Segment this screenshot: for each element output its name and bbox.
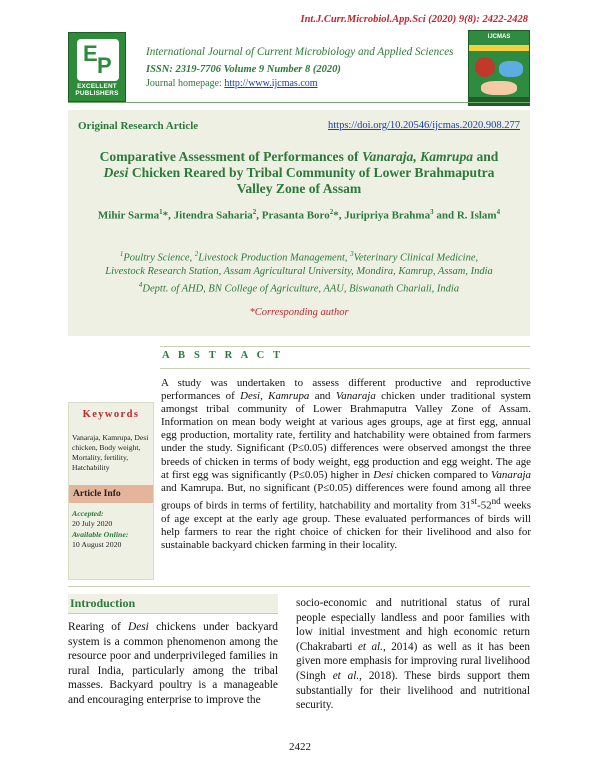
author-name: Jitendra Saharia [173, 209, 253, 222]
abstract-end-divider [68, 586, 530, 587]
keywords-list: Vanaraja, Kamrupa, Desi chicken, Body weight, Mortality, fertility, Hatchability [72, 433, 149, 472]
page-number: 2422 [289, 741, 311, 753]
cover-title: IJCMAS [487, 34, 511, 40]
abstract-divider-top [160, 346, 530, 347]
author-affiliations: $^1$Poultry Science, $^2$Livestock Production Management, $^3$Veterinary Clinical Medicine, Livestock Research Station, Assam Agricultural University, Mondira, Kamrup, Assam, India $^4$Deptt. of AHD, BN College of Agriculture, AAU, Biswanath Chariali, India [105, 250, 493, 294]
abstract-divider-bottom [160, 368, 530, 369]
online-date: 10 August 2020 [72, 540, 122, 550]
article-header [68, 110, 530, 336]
issn-volume: ISSN: 2319-7706 Volume 9 Number 8 (2020) [146, 64, 341, 75]
author-name: Mihir Sarma [97, 209, 160, 222]
journal-cover-thumbnail [468, 30, 530, 106]
accepted-date: 20 July 2020 [72, 519, 113, 529]
article-type: Original Research Article [78, 120, 199, 132]
introduction-heading: Introduction [70, 596, 136, 610]
article-dates [72, 509, 152, 551]
article-title: Comparative Assessment of Performances of Vanaraja, Kamrupa and Desi Chicken Reared by Tribal Community of Lower Brahmaputra Valley Zone of Assam [99, 149, 499, 196]
author-list: Mihir Sarma$^1$*, Jitendra Saharia$^2$, Prasanta Boro$^2$*, Juripriya Brahma$^3$ and R. Islam$^4$ [97, 208, 501, 222]
online-label: Available Online: [72, 529, 129, 539]
accepted-label: Accepted: [72, 509, 104, 518]
keywords-heading: Keywords [82, 409, 140, 420]
journal-citation: Int.J.Curr.Microbiol.App.Sci (2020) 9(8): 2422-2428 [300, 14, 528, 25]
author-name: Prasanta Boro [261, 209, 330, 222]
author-name: R. Islam [456, 209, 497, 222]
article-info-bar [69, 485, 153, 503]
introduction-column-left: Rearing of Desi chickens under backyard system is a common phenomenon among the resource poor and underprivileged families in rural India, particularly among the tribal masses. Backyard poultry is a manageable and encouraging enterprise to improve the [68, 621, 278, 706]
author-name: Juripriya Brahma [344, 209, 431, 222]
journal-homepage: Journal homepage: http://www.ijcmas.com [146, 78, 318, 89]
homepage-link[interactable]: http://www.ijcmas.com [224, 78, 318, 89]
article-sidebar [68, 402, 154, 580]
abstract-text: A study was undertaken to assess different productive and reproductive performances of Desi, Kamrupa and Vanaraja chicken under traditional system amongst tribal community of Lower Brahmaputra Valley Zone of Assam. Information on mean body weight at various ages groups, age at first egg, annual egg production, mortality rate, fertility and hatchability were obtained from farmers under the study. Significant (P≤0.05) differences were observed amongst the three breeds of chicken in terms of body weight, egg production and egg weight. The age at first egg was significantly (P≤0.05) higher in Desi chicken compared to Vanaraja and Kamrupa. But, no significant (P≤0.05) differences were found among all three groups of birds in terms of fertility, hatchability and mortality from 31st-52nd weeks of age except at the early age group. These evaluated performances of birds will help farmers to rear the right choice of chicken for their livelihood and also for sustainable backyard chicken farming in their locality. [161, 377, 532, 551]
introduction-heading-box [68, 594, 278, 614]
publisher-logo [68, 32, 126, 102]
introduction-column-right: socio-economic and nutritional status of rural people especially landless and poor families with low initial investment and high economic return (Chakrabarti et al., 2014) as well as it has been given more emphasis for improving rural livelihood (Singh et al., 2018). These birds support them substantially for their livelihood and nutritional security. [296, 597, 530, 712]
abstract-heading: A B S T R A C T [162, 350, 284, 361]
publisher-logo-mark: E P [77, 39, 119, 81]
header-divider [68, 102, 530, 103]
article-info-heading: Article Info [73, 488, 121, 499]
doi-link[interactable]: https://doi.org/10.20546/ijcmas.2020.908.277 [327, 120, 520, 131]
journal-name: International Journal of Current Microbiology and Applied Sciences [146, 46, 454, 58]
corresponding-author-note: *Corresponding author [249, 307, 349, 318]
publisher-logo-caption: EXCELLENT PUBLISHERS [75, 83, 119, 97]
